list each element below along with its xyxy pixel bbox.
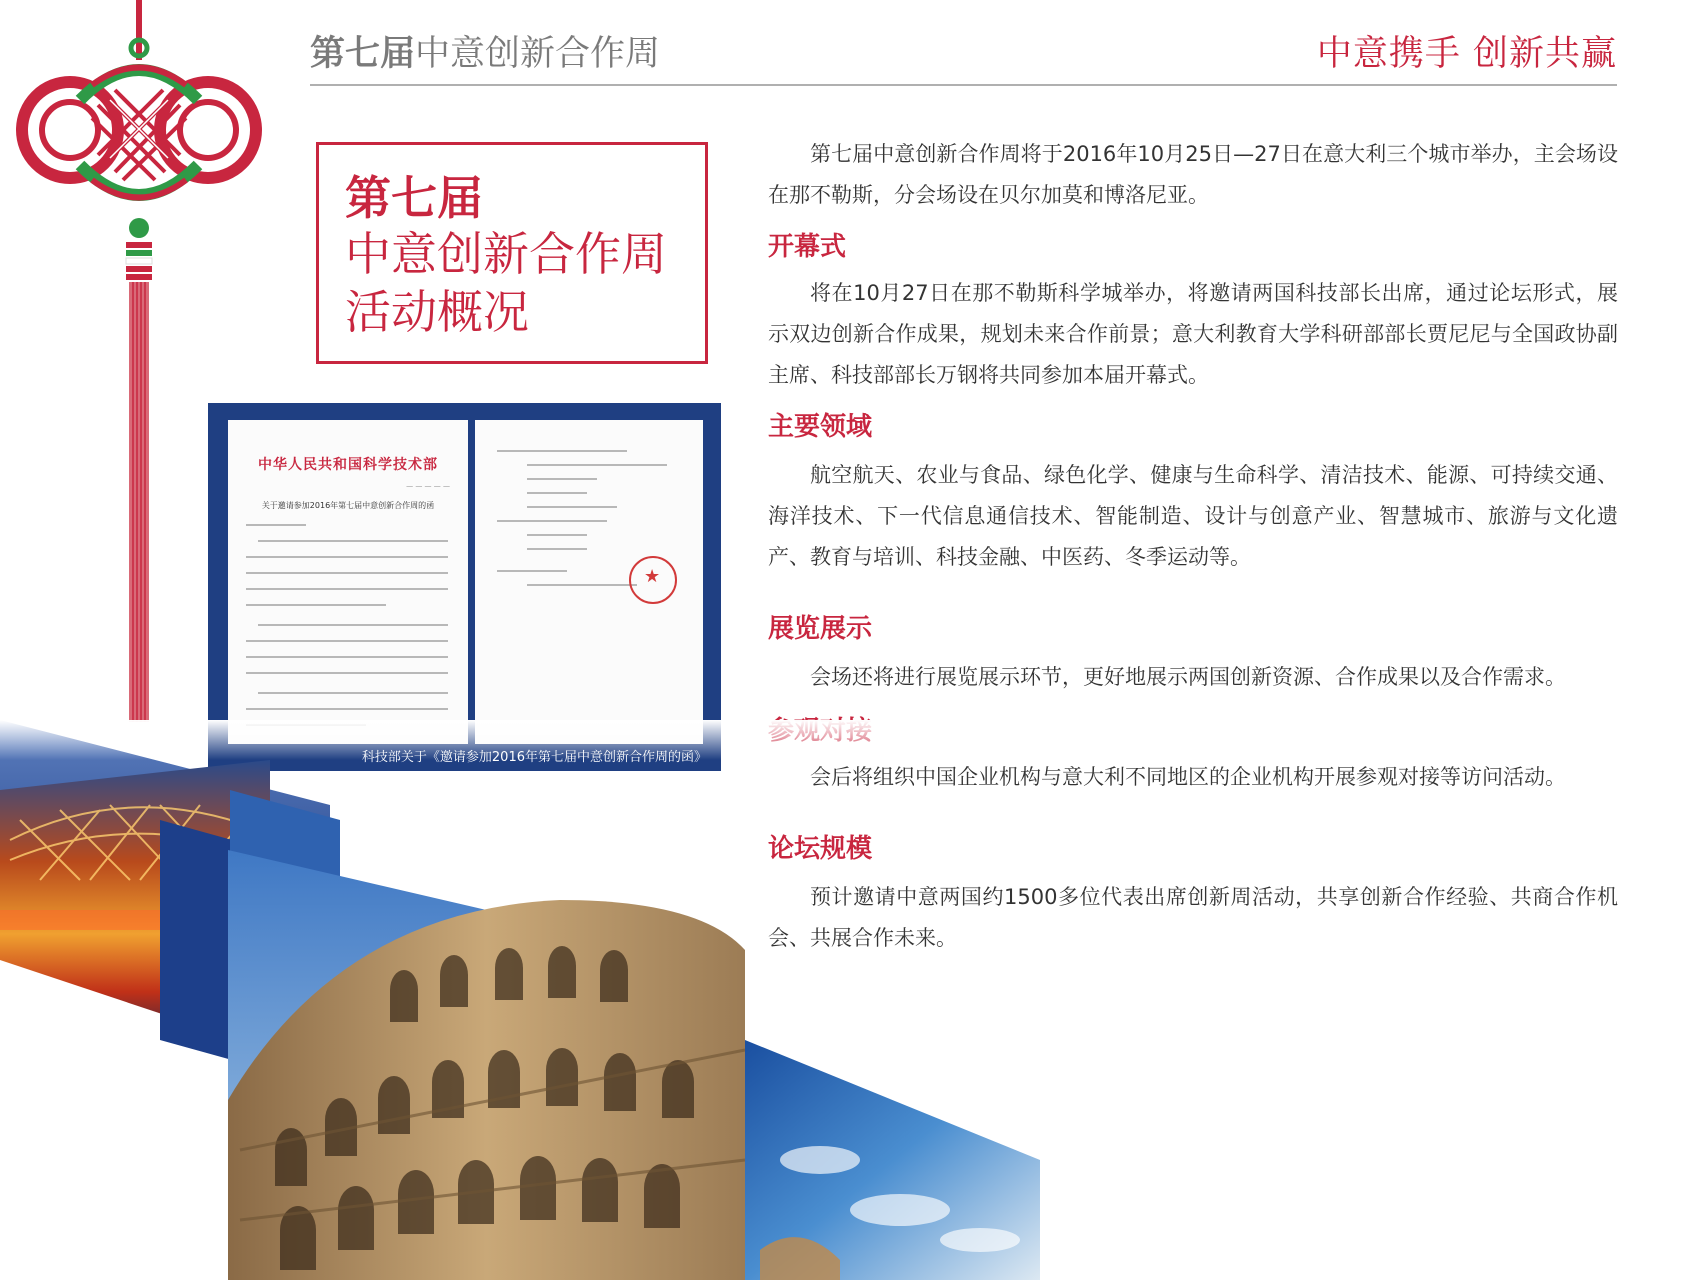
letter-text-line	[246, 640, 448, 642]
letter-text-line	[246, 708, 448, 710]
section-heading-scale: 论坛规模	[768, 834, 873, 864]
letter-text-line	[258, 624, 448, 626]
section-heading-fields: 主要领域	[768, 412, 873, 442]
section-text-opening: 将在10月27日在那不勒斯科学城举办，将邀请两国科技部长出席，通过论坛形式，展示双边创新合作成果，规划未来合作前景；意大利教育大学科研部部长贾尼尼与全国政协副主席、科技部部长万钢将共同参加本届开幕式。	[768, 281, 1618, 387]
letter-text-line	[527, 584, 637, 586]
letter-org-name: 中华人民共和国科学技术部	[258, 457, 438, 473]
intro-paragraph: 第七届中意创新合作周将于2016年10月25日—27日在意大利三个城市举办，主会场设在那不勒斯，分会场设在贝尔加莫和博洛尼亚。	[768, 142, 1618, 207]
letter-subject: 关于邀请参加2016年第七届中意创新合作周的函	[261, 501, 435, 510]
letter-page-1	[228, 420, 468, 744]
letter-text-line	[246, 588, 448, 590]
title-line-3: 活动概况	[345, 285, 529, 339]
letter-text-line	[258, 540, 448, 542]
letter-text-line	[246, 672, 448, 674]
letter-text-line	[246, 656, 448, 658]
header-divider	[310, 84, 1617, 86]
letter-text-line	[527, 548, 587, 550]
page-header-title	[310, 26, 660, 76]
letter-text-line	[246, 556, 448, 558]
section-title-box	[316, 142, 708, 364]
letter-text-line	[497, 520, 607, 522]
letter-text-line	[527, 570, 567, 572]
letter-ref-number: — — — — —	[406, 482, 450, 490]
section-text-scale: 预计邀请中意两国约1500多位代表出席创新周活动，共享创新合作经验、共商合作机会、共展合作未来。	[768, 885, 1618, 950]
letter-text-line	[527, 534, 587, 536]
letter-text-line	[527, 492, 587, 494]
landmark-photo-collage	[0, 720, 1060, 1280]
official-seal-icon	[629, 556, 677, 604]
section-text-exhibition: 会场还将进行展览展示环节，更好地展示两国创新资源、合作成果以及合作需求。	[810, 665, 1566, 689]
letter-text-line	[527, 464, 667, 466]
title-line-1: 第七届	[345, 171, 483, 225]
letter-page-2	[475, 420, 703, 744]
letter-text-line	[258, 692, 448, 694]
section-text-fields: 航空航天、农业与食品、绿色化学、健康与生命科学、清洁技术、能源、可持续交通、海洋技术、下一代信息通信技术、智能制造、设计与创意产业、智慧城市、旅游与文化遗产、教育与培训、科技金融、中医药、冬季运动等。	[768, 463, 1618, 569]
section-text-visits: 会后将组织中国企业机构与意大利不同地区的企业机构开展参观对接等访问活动。	[810, 765, 1566, 789]
header-title-regular: 中意创新合作周	[415, 34, 661, 74]
header-title-bold: 第七届	[310, 34, 416, 74]
invitation-letter-image	[208, 403, 721, 771]
letter-text-line	[246, 572, 448, 574]
letter-text-line	[497, 450, 627, 452]
header-slogan: 中意携手 创新共赢	[1316, 34, 1617, 74]
letter-text-line	[527, 506, 617, 508]
letter-text-line	[497, 570, 527, 572]
letter-text-line	[246, 604, 386, 606]
section-heading-opening: 开幕式	[768, 232, 847, 262]
letter-text-line	[527, 478, 597, 480]
section-heading-exhibition: 展览展示	[768, 614, 873, 644]
letter-text-line	[246, 524, 306, 526]
title-line-2: 中意创新合作周	[345, 227, 667, 281]
